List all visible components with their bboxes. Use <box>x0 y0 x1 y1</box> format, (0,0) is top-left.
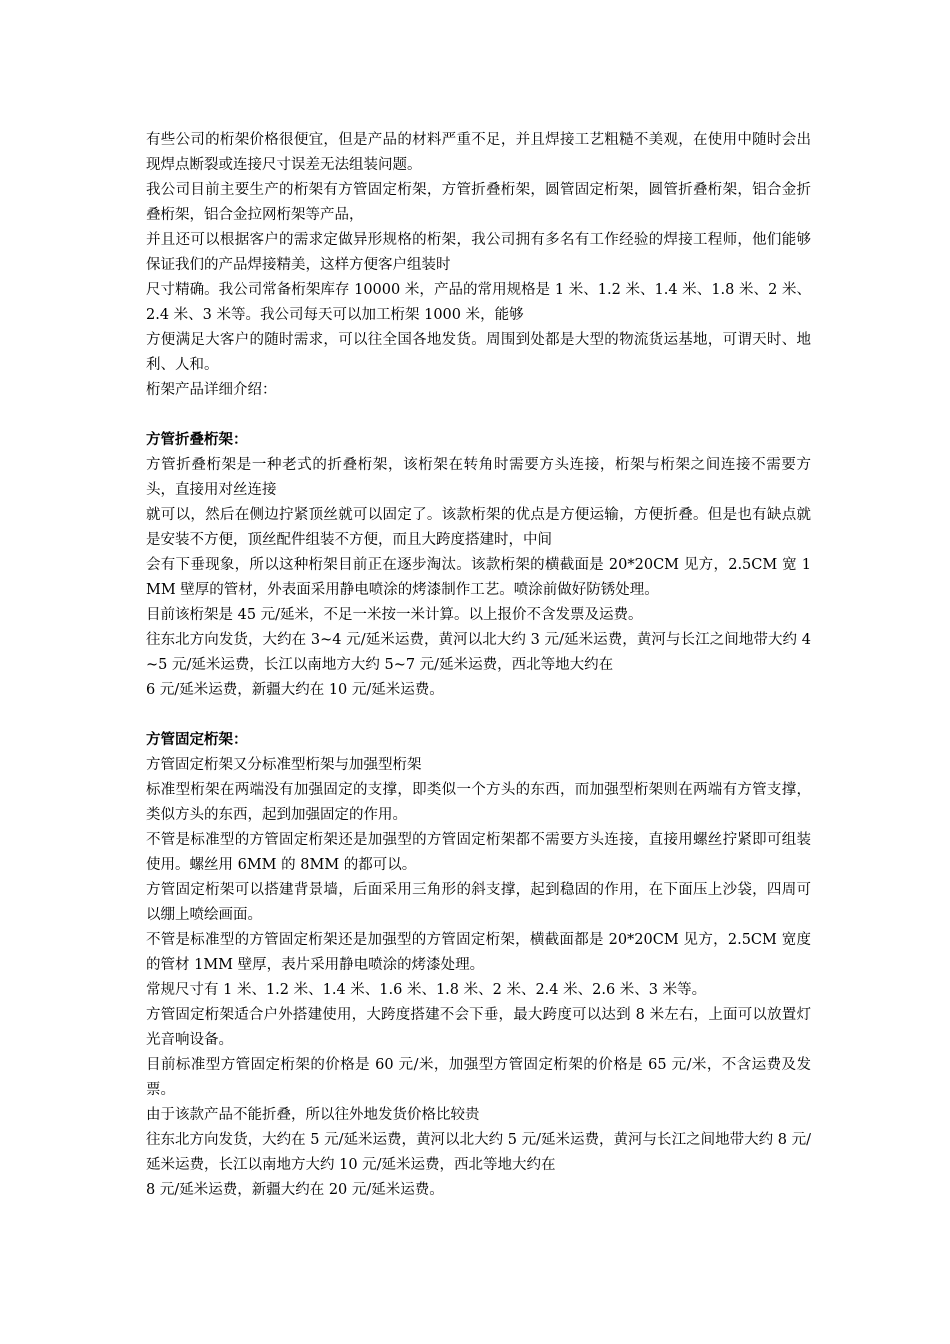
intro-paragraph: 并且还可以根据客户的需求定做异形规格的桁架，我公司拥有多名有工作经验的焊接工程师，他们能够保证我们的产品焊接精美，这样方便客户组装时 <box>146 232 811 273</box>
section-paragraph: 目前该桁架是 45 元/延米，不足一米按一米计算。以上报价不含发票及运费。 <box>146 607 643 623</box>
spacer <box>146 403 811 428</box>
section-paragraph: 不管是标准型的方管固定桁架还是加强型的方管固定桁架都不需要方头连接，直接用螺丝拧紧即可组装使用。螺丝用 6MM 的 8MM 的都可以。 <box>146 832 811 873</box>
section-heading: 方管固定桁架： <box>146 732 248 748</box>
intro-paragraph: 有些公司的桁架价格很便宜，但是产品的材料严重不足，并且焊接工艺粗糙不美观，在使用中随时会出现焊点断裂或连接尺寸误差无法组装问题。 <box>146 132 811 173</box>
section-paragraph: 标准型桁架在两端没有加强固定的支撑，即类似一个方头的东西，而加强型桁架则在两端有方管支撑，类似方头的东西，起到加强固定的作用。 <box>146 782 811 823</box>
section-heading: 方管折叠桁架： <box>146 432 248 448</box>
section-paragraph: 目前标准型方管固定桁架的价格是 60 元/米，加强型方管固定桁架的价格是 65 元/米，不含运费及发票。 <box>146 1057 811 1098</box>
intro-paragraph: 方便满足大客户的随时需求，可以往全国各地发货。周围到处都是大型的物流货运基地，可谓天时、地利、人和。 <box>146 332 811 373</box>
spacer <box>146 703 811 728</box>
section-paragraph: 不管是标准型的方管固定桁架还是加强型的方管固定桁架，横截面都是 20*20CM 见方，2.5CM 宽度的管材 1MM 壁厚，表片采用静电喷涂的烤漆处理。 <box>146 932 811 973</box>
section-paragraph: 会有下垂现象，所以这种桁架目前正在逐步淘汰。该款桁架的横截面是 20*20CM 见方，2.5CM 宽 1MM 壁厚的管材，外表面采用静电喷涂的烤漆制作工艺。喷涂前做好防锈处理。 <box>146 557 811 598</box>
section-paragraph: 往东北方向发货，大约在 5 元/延米运费，黄河以北大约 5 元/延米运费，黄河与长江之间地带大约 8 元/延米运费，长江以南地方大约 10 元/延米运费，西北等地大约在 <box>146 1132 811 1173</box>
section-paragraph: 方管固定桁架可以搭建背景墙，后面采用三角形的斜支撑，起到稳固的作用，在下面压上沙袋，四周可以绷上喷绘画面。 <box>146 882 811 923</box>
section-paragraph: 方管固定桁架又分标准型桁架与加强型桁架 <box>146 757 422 773</box>
section-paragraph: 就可以，然后在侧边拧紧顶丝就可以固定了。该款桁架的优点是方便运输，方便折叠。但是也有缺点就是安装不方便，顶丝配件组装不方便，而且大跨度搭建时，中间 <box>146 507 811 548</box>
intro-paragraph: 我公司目前主要生产的桁架有方管固定桁架，方管折叠桁架，圆管固定桁架，圆管折叠桁架，铝合金折叠桁架，铝合金拉网桁架等产品， <box>146 182 811 223</box>
section-paragraph: 6 元/延米运费，新疆大约在 10 元/延米运费。 <box>146 682 444 698</box>
document-body <box>146 128 811 1203</box>
section-paragraph: 往东北方向发货，大约在 3~4 元/延米运费，黄河以北大约 3 元/延米运费，黄河与长江之间地带大约 4~5 元/延米运费，长江以南地方大约 5~7 元/延米运费，西北等地大约在 <box>146 632 811 673</box>
section-paragraph: 常规尺寸有 1 米、1.2 米、1.4 米、1.6 米、1.8 米、2 米、2.4 米、2.6 米、3 米等。 <box>146 982 707 998</box>
intro-paragraph: 桁架产品详细介绍： <box>146 382 277 398</box>
section-paragraph: 由于该款产品不能折叠，所以往外地发货价格比较贵 <box>146 1107 480 1123</box>
intro-paragraph: 尺寸精确。我公司常备桁架库存 10000 米，产品的常用规格是 1 米、1.2 米、1.4 米、1.8 米、2 米、2.4 米、3 米等。我公司每天可以加工桁架 1000 米，能够 <box>146 282 811 323</box>
section-paragraph: 方管固定桁架适合户外搭建使用，大跨度搭建不会下垂，最大跨度可以达到 8 米左右，上面可以放置灯光音响设备。 <box>146 1007 811 1048</box>
section-paragraph: 方管折叠桁架是一种老式的折叠桁架，该桁架在转角时需要方头连接，桁架与桁架之间连接不需要方头，直接用对丝连接 <box>146 457 811 498</box>
section-paragraph: 8 元/延米运费，新疆大约在 20 元/延米运费。 <box>146 1182 444 1198</box>
